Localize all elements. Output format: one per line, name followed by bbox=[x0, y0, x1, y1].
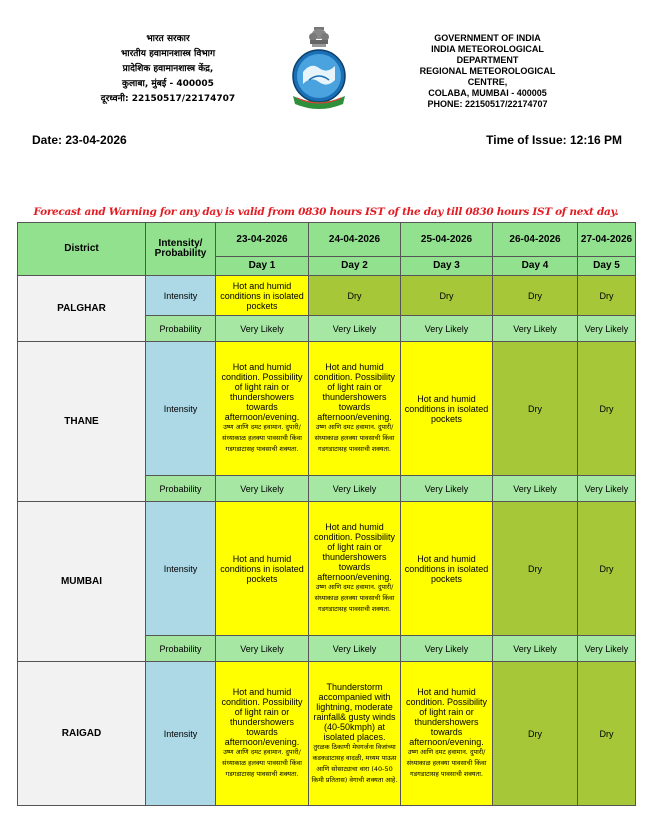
forecast-text-en: Thunderstorm accompanied with lightning, moderate rainfall& gusty winds (40-50kmph) at isolated places. bbox=[313, 681, 396, 742]
header-hindi-line-5: दूरध्वनी: 22150517/22174707 bbox=[100, 94, 236, 104]
header-english bbox=[400, 33, 575, 110]
issue-time: Time of Issue: 12:16 PM bbox=[486, 133, 622, 147]
palghar-day1-intensity: Hot and humid conditions in isolated pockets bbox=[216, 276, 309, 316]
thane-day3-intensity: Hot and humid conditions in isolated pockets bbox=[401, 342, 493, 476]
col-header-day-5: Day 5 bbox=[578, 257, 636, 276]
forecast-text-en: Hot and humid condition. Possibility of light rain or thundershowers towards afternoon/evening. bbox=[221, 687, 303, 747]
col-header-day-1: Day 1 bbox=[216, 257, 309, 276]
mumbai-day1-probability: Very Likely bbox=[216, 636, 309, 662]
col-header-day-3: Day 3 bbox=[401, 257, 493, 276]
thane-day1-intensity bbox=[216, 342, 309, 476]
validity-warning: Forecast and Warning for any day is valid from 0830 hours IST of the day till 0830 hours IST of next day. bbox=[33, 206, 619, 218]
forecast-text-en: Hot and humid condition. Possibility of light rain or thundershowers towards afternoon/evening. bbox=[313, 362, 396, 422]
label-intensity: Intensity bbox=[146, 502, 216, 636]
forecast-text-mr: उष्ण आणि दमट हवामान. दुपारी/संध्याकाळ हलक्या पावसाची किंवा गडगडाटासह पावसाची शक्यता. bbox=[222, 748, 302, 778]
thane-day3-probability: Very Likely bbox=[401, 476, 493, 502]
forecast-text-en: Hot and humid condition. Possibility of light rain or thundershowers towards afternoon/evening. bbox=[221, 362, 303, 422]
col-header-date-3: 25-04-2026 bbox=[401, 223, 493, 257]
col-header-day-4: Day 4 bbox=[493, 257, 578, 276]
col-header-date-4: 26-04-2026 bbox=[493, 223, 578, 257]
district-thane: THANE bbox=[18, 342, 146, 502]
palghar-day1-probability: Very Likely bbox=[216, 316, 309, 342]
palghar-day5-probability: Very Likely bbox=[578, 316, 636, 342]
forecast-text-mr: तुरळक ठिकाणी मेघगर्जना विजांच्या कडकडाटासह वादळी, मध्यम पाऊस आणि सोसाट्याचा वारा (40-50 किमी प्रतितास) वेगाची शक्यता आहे. bbox=[311, 742, 398, 784]
table-row bbox=[18, 276, 636, 316]
col-header-district: District bbox=[18, 223, 146, 276]
thane-day2-probability: Very Likely bbox=[309, 476, 401, 502]
forecast-text-mr: उष्ण आणि दमट हवामान. दुपारी/संध्याकाळ हलक्या पावसाची किंवा गडगडाटासह पावसाची शक्यता. bbox=[406, 748, 487, 778]
mumbai-day5-probability: Very Likely bbox=[578, 636, 636, 662]
mumbai-day2-intensity bbox=[309, 502, 401, 636]
col-header-date-2: 24-04-2026 bbox=[309, 223, 401, 257]
header-english-line-4: COLABA, MUMBAI - 400005 bbox=[428, 88, 547, 98]
forecast-text-en: Hot and humid condition. Possibility of light rain or thundershowers towards afternoon/evening. bbox=[405, 687, 488, 747]
mumbai-day4-intensity: Dry bbox=[493, 502, 578, 636]
label-probability: Probability bbox=[146, 636, 216, 662]
header-english-line-2: INDIA METEOROLOGICAL DEPARTMENT bbox=[431, 44, 544, 65]
palghar-day4-intensity: Dry bbox=[493, 276, 578, 316]
thane-day1-probability: Very Likely bbox=[216, 476, 309, 502]
raigad-day2-intensity bbox=[309, 662, 401, 806]
raigad-day5-intensity: Dry bbox=[578, 662, 636, 806]
table-row bbox=[18, 662, 636, 806]
district-raigad: RAIGAD bbox=[18, 662, 146, 806]
thane-day5-intensity: Dry bbox=[578, 342, 636, 476]
header-english-line-1: GOVERNMENT OF INDIA bbox=[434, 33, 541, 43]
mumbai-day1-intensity: Hot and humid conditions in isolated pockets bbox=[216, 502, 309, 636]
table-row bbox=[18, 502, 636, 636]
mumbai-day3-probability: Very Likely bbox=[401, 636, 493, 662]
palghar-day3-intensity: Dry bbox=[401, 276, 493, 316]
district-palghar: PALGHAR bbox=[18, 276, 146, 342]
col-header-day-2: Day 2 bbox=[309, 257, 401, 276]
col-header-intensity-probability: Intensity/ Probability bbox=[146, 223, 216, 276]
header-hindi-line-1: भारत सरकार bbox=[146, 34, 190, 44]
thane-day5-probability: Very Likely bbox=[578, 476, 636, 502]
raigad-day1-intensity bbox=[216, 662, 309, 806]
col-header-date-5: 27-04-2026 bbox=[578, 223, 636, 257]
forecast-text-mr: उष्ण आणि दमट हवामान. दुपारी/संध्याकाळ हलक्या पावसाची किंवा गडगडाटासह पावसाची शक्यता. bbox=[222, 423, 302, 453]
palghar-day2-intensity: Dry bbox=[309, 276, 401, 316]
header-hindi-line-3: प्रादेशिक हवामानशास्त्र केंद्र, bbox=[122, 64, 214, 74]
label-probability: Probability bbox=[146, 476, 216, 502]
header-hindi-line-2: भारतीय हवामानशास्त्र विभाग bbox=[120, 49, 216, 59]
thane-day4-intensity: Dry bbox=[493, 342, 578, 476]
forecast-text-mr: उष्ण आणि दमट हवामान. दुपारी/संध्याकाळ हलक्या पावसाची किंवा गडगडाटासह पावसाची शक्यता. bbox=[314, 583, 395, 613]
label-intensity: Intensity bbox=[146, 342, 216, 476]
label-intensity: Intensity bbox=[146, 662, 216, 806]
palghar-day5-intensity: Dry bbox=[578, 276, 636, 316]
forecast-text-en: Hot and humid condition. Possibility of light rain or thundershowers towards afternoon/evening. bbox=[313, 522, 396, 582]
district-mumbai: MUMBAI bbox=[18, 502, 146, 662]
label-intensity: Intensity bbox=[146, 276, 216, 316]
mumbai-day2-probability: Very Likely bbox=[309, 636, 401, 662]
mumbai-day3-intensity: Hot and humid conditions in isolated pockets bbox=[401, 502, 493, 636]
forecast-table bbox=[17, 222, 636, 806]
palghar-day3-probability: Very Likely bbox=[401, 316, 493, 342]
mumbai-day4-probability: Very Likely bbox=[493, 636, 578, 662]
thane-day2-intensity bbox=[309, 342, 401, 476]
table-row bbox=[18, 342, 636, 476]
palghar-day4-probability: Very Likely bbox=[493, 316, 578, 342]
label-probability: Probability bbox=[146, 316, 216, 342]
thane-day4-probability: Very Likely bbox=[493, 476, 578, 502]
raigad-day4-intensity: Dry bbox=[493, 662, 578, 806]
header-english-line-5: PHONE: 22150517/22174707 bbox=[427, 99, 548, 109]
palghar-day2-probability: Very Likely bbox=[309, 316, 401, 342]
imd-emblem-icon bbox=[289, 24, 349, 110]
issue-date: Date: 23-04-2026 bbox=[32, 133, 127, 147]
mumbai-day5-intensity: Dry bbox=[578, 502, 636, 636]
header-hindi bbox=[78, 32, 258, 107]
raigad-day3-intensity bbox=[401, 662, 493, 806]
header-hindi-line-4: कुलाबा, मुंबई - 400005 bbox=[122, 79, 214, 89]
col-header-date-1: 23-04-2026 bbox=[216, 223, 309, 257]
forecast-text-mr: उष्ण आणि दमट हवामान. दुपारी/संध्याकाळ हलक्या पावसाची किंवा गडगडाटासह पावसाची शक्यता. bbox=[314, 423, 395, 453]
header-english-line-3: REGIONAL METEOROLOGICAL CENTRE, bbox=[419, 66, 556, 87]
table-header-row-dates bbox=[18, 223, 636, 257]
